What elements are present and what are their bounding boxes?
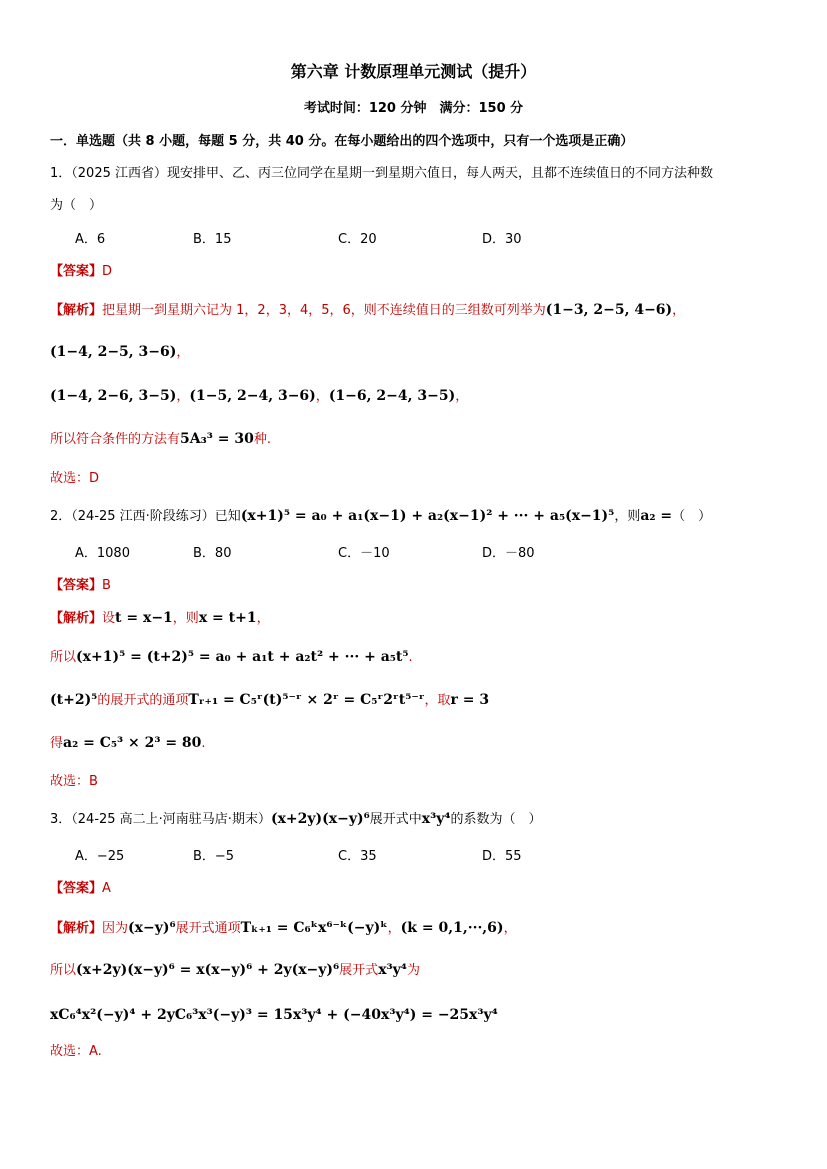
q3-answer [50,880,111,898]
q3-option-c[interactable]: C．35 [338,849,377,864]
q2-option-c[interactable]: C．－10 [338,546,390,561]
math-group1: (1−3, 2−5, 4−6) [545,302,673,318]
math-group5: (1−6, 2−4, 3−5) [328,388,456,404]
analysis-math: xC₆⁴x²(−y)⁴ + 2yC₆³x³(−y)³ = 15x³y⁴ + (−40x³y⁴) = −25x³y⁴ [50,1007,498,1023]
stem-math: x³y⁴ [421,811,451,827]
q3-analysis-line1 [50,919,517,938]
q1-option-a[interactable]: A．6 [75,232,106,247]
math-group2: (1−4, 2−5, 3−6) [50,344,177,360]
separator: ， [176,345,190,360]
separator: ， [672,303,686,318]
q1-option-d[interactable]: D．30 [482,232,522,247]
q1-stem-line1: 1．（2025 江西省）现安排甲、乙、丙三位同学在星期一到星期六值日，每人两天，且都不连续值日的不同方法种数 [50,166,713,181]
stem-text: （ ） [672,509,712,524]
analysis-text: ， [387,921,401,936]
q1-conclusion [50,430,271,449]
analysis-text: ， [256,611,270,626]
q2-analysis-line2 [50,648,413,667]
q1-stem-line2: 为（ ） [50,198,103,213]
separator: ， [315,389,329,404]
analysis-text: 的展开式的通项 [97,693,189,708]
q1-final: 故选：D [50,471,100,486]
analysis-math: Tᵣ₊₁ = C₅ʳ(t)⁵⁻ʳ × 2ʳ = C₅ʳ2ʳt⁵⁻ʳ [188,692,425,708]
conclusion-suffix: 种. [253,432,271,447]
analysis-label: 【解析】 [50,921,103,936]
q2-final: 故选：B [50,774,98,789]
analysis-math: Tₖ₊₁ = C₆ᵏx⁶⁻ᵏ(−y)ᵏ [240,920,388,936]
math-group3: (1−4, 2−6, 3−5) [50,388,177,404]
analysis-math: a₂ = C₅³ × 2³ = 80 [63,735,202,751]
q2-analysis-line4 [50,734,206,753]
stem-text: 的系数为（ ） [450,812,542,827]
q1-option-b[interactable]: B．15 [193,232,232,247]
q1-answer [50,263,112,281]
q3-option-d[interactable]: D．55 [482,849,522,864]
analysis-text: ，取 [424,693,451,708]
q1-analysis-line3 [50,387,468,406]
analysis-label: 【解析】 [50,303,103,318]
analysis-text: ，则 [172,611,199,626]
q2-answer [50,577,111,595]
analysis-math: t = x−1 [115,610,173,626]
analysis-math: (t+2)⁵ [50,692,98,708]
analysis-text: 所以 [50,650,77,665]
answer-value: A [102,881,111,896]
q3-option-a[interactable]: A．−25 [75,849,125,864]
section-heading: 一．单选题（共 8 小题，每题 5 分，共 40 分。在每小题给出的四个选项中，只有一个选项是正确） [50,134,634,149]
stem-text: 展开式中 [369,812,422,827]
analysis-text: 得 [50,736,64,751]
q2-analysis-line3 [50,691,489,710]
math-group4: (1−5, 2−4, 3−6) [189,388,316,404]
analysis-math: (k = 0,1,···,6) [400,920,504,936]
analysis-text: 展开式通项 [175,921,241,936]
q3-analysis-line3 [50,1006,498,1025]
answer-value: D [102,264,113,279]
analysis-text: 为 [406,963,420,978]
analysis-text: 因为 [102,921,129,936]
analysis-text: . [201,736,206,751]
answer-label: 【答案】 [50,881,103,896]
page-title: 第六章 计数原理单元测试（提升） [290,62,537,81]
analysis-text: 设 [102,611,116,626]
q3-final: 故选：A. [50,1044,102,1059]
analysis-text: 把星期一到星期六记为 1，2，3，4，5，6，则不连续值日的三组数可列举为 [102,303,546,318]
analysis-math: (x+1)⁵ = (t+2)⁵ = a₀ + a₁t + a₂t² + ··· + a₅t⁵ [76,649,409,665]
analysis-label: 【解析】 [50,611,103,626]
analysis-text: 所以 [50,963,77,978]
analysis-math: (x−y)⁶ [128,920,176,936]
q1-option-c[interactable]: C．20 [338,232,377,247]
analysis-text: . [408,650,413,665]
analysis-text: ， [503,921,517,936]
q3-stem [50,810,542,829]
answer-label: 【答案】 [50,264,103,279]
q1-analysis-line2 [50,343,189,362]
separator: ， [455,389,469,404]
conclusion-text: 所以符合条件的方法有 [50,432,181,447]
q2-option-d[interactable]: D．－80 [482,546,535,561]
stem-math: a₂ = [640,508,673,524]
stem-math: (x+2y)(x−y)⁶ [270,811,370,827]
stem-text: 2．（24-25 江西·阶段练习）已知 [50,509,241,524]
separator: ， [176,389,190,404]
analysis-math: (x+2y)(x−y)⁶ = x(x−y)⁶ + 2y(x−y)⁶ [76,962,340,978]
analysis-text: 展开式 [339,963,379,978]
analysis-math: x³y⁴ [378,962,407,978]
q2-option-b[interactable]: B．80 [193,546,232,561]
q2-option-a[interactable]: A．1080 [75,546,130,561]
stem-text: 3．（24-25 高二上·河南驻马店·期末） [50,812,271,827]
analysis-math: x = t+1 [198,610,257,626]
answer-value: B [102,578,111,593]
answer-label: 【答案】 [50,578,103,593]
q1-analysis-line1 [50,301,685,320]
stem-math: (x+1)⁵ = a₀ + a₁(x−1) + a₂(x−1)² + ··· + a₅(x−1)⁵ [240,508,615,524]
analysis-math: r = 3 [450,692,490,708]
stem-text: ，则 [614,509,641,524]
q3-option-b[interactable]: B．−5 [193,849,235,864]
q3-analysis-line2 [50,961,420,980]
q2-stem [50,507,711,526]
q2-analysis-line1 [50,609,270,628]
exam-info: 考试时间：120 分钟 满分：150 分 [303,101,524,116]
conclusion-math: 5A₃³ = 30 [180,431,254,447]
